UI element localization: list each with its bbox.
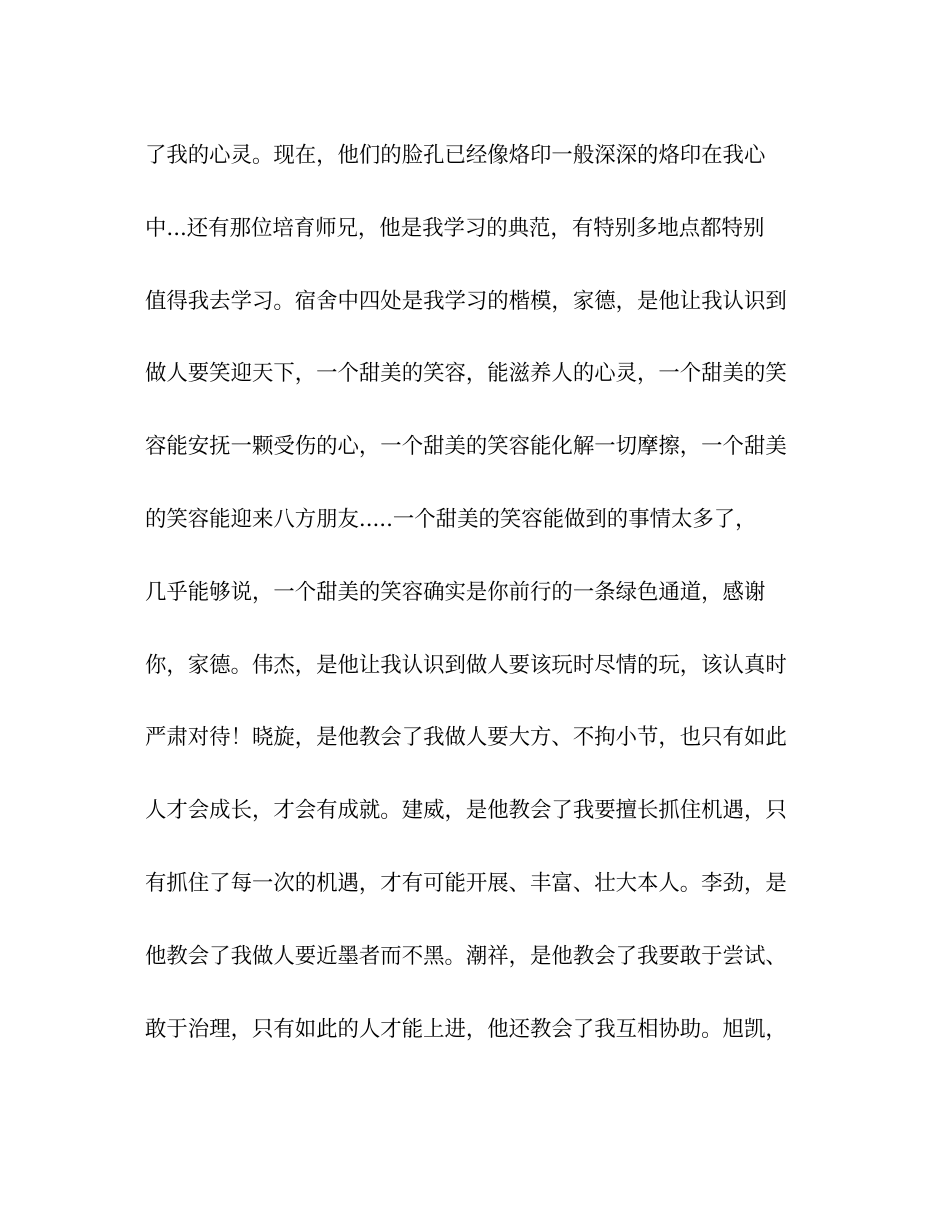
text-line-12: 他教会了我做人要近墨者而不黑。潮祥，是他教会了我要敢于尝试、: [145, 943, 787, 969]
text-line-13: 敢于治理，只有如此的人才能上进，他还教会了我互相协助。旭凯，: [145, 1016, 787, 1042]
text-line-11: 有抓住了每一次的机遇，才有可能开展、丰富、壮大本人。李劲，是: [145, 870, 787, 896]
text-line-6: 的笑容能迎来八方朋友.....一个甜美的笑容能做到的事情太多了，: [145, 506, 757, 532]
text-line-4: 做人要笑迎天下，一个甜美的笑容，能滋养人的心灵，一个甜美的笑: [145, 361, 787, 387]
text-line-7: 几乎能够说，一个甜美的笑容确实是你前行的一条绿色通道，感谢: [145, 579, 766, 605]
text-line-9: 严肃对待！晓旋，是他教会了我做人要大方、不拘小节，也只有如此: [145, 725, 787, 751]
text-line-10: 人才会成长，才会有成就。建威，是他教会了我要擅长抓住机遇，只: [145, 798, 787, 824]
text-line-3: 值得我去学习。宿舍中四处是我学习的楷模，家德，是他让我认识到: [145, 288, 787, 314]
text-line-5: 容能安抚一颗受伤的心，一个甜美的笑容能化解一切摩擦，一个甜美: [145, 434, 787, 460]
body-text: [145, 137, 825, 1083]
text-line-1: 了我的心灵。现在，他们的脸孔已经像烙印一般深深的烙印在我心: [145, 143, 766, 168]
text-line-8: 你，家德。伟杰，是他让我认识到做人要该玩时尽情的玩，该认真时: [145, 652, 787, 678]
text-line-2: 中...还有那位培育师兄，他是我学习的典范，有特别多地点都特别: [145, 215, 765, 241]
